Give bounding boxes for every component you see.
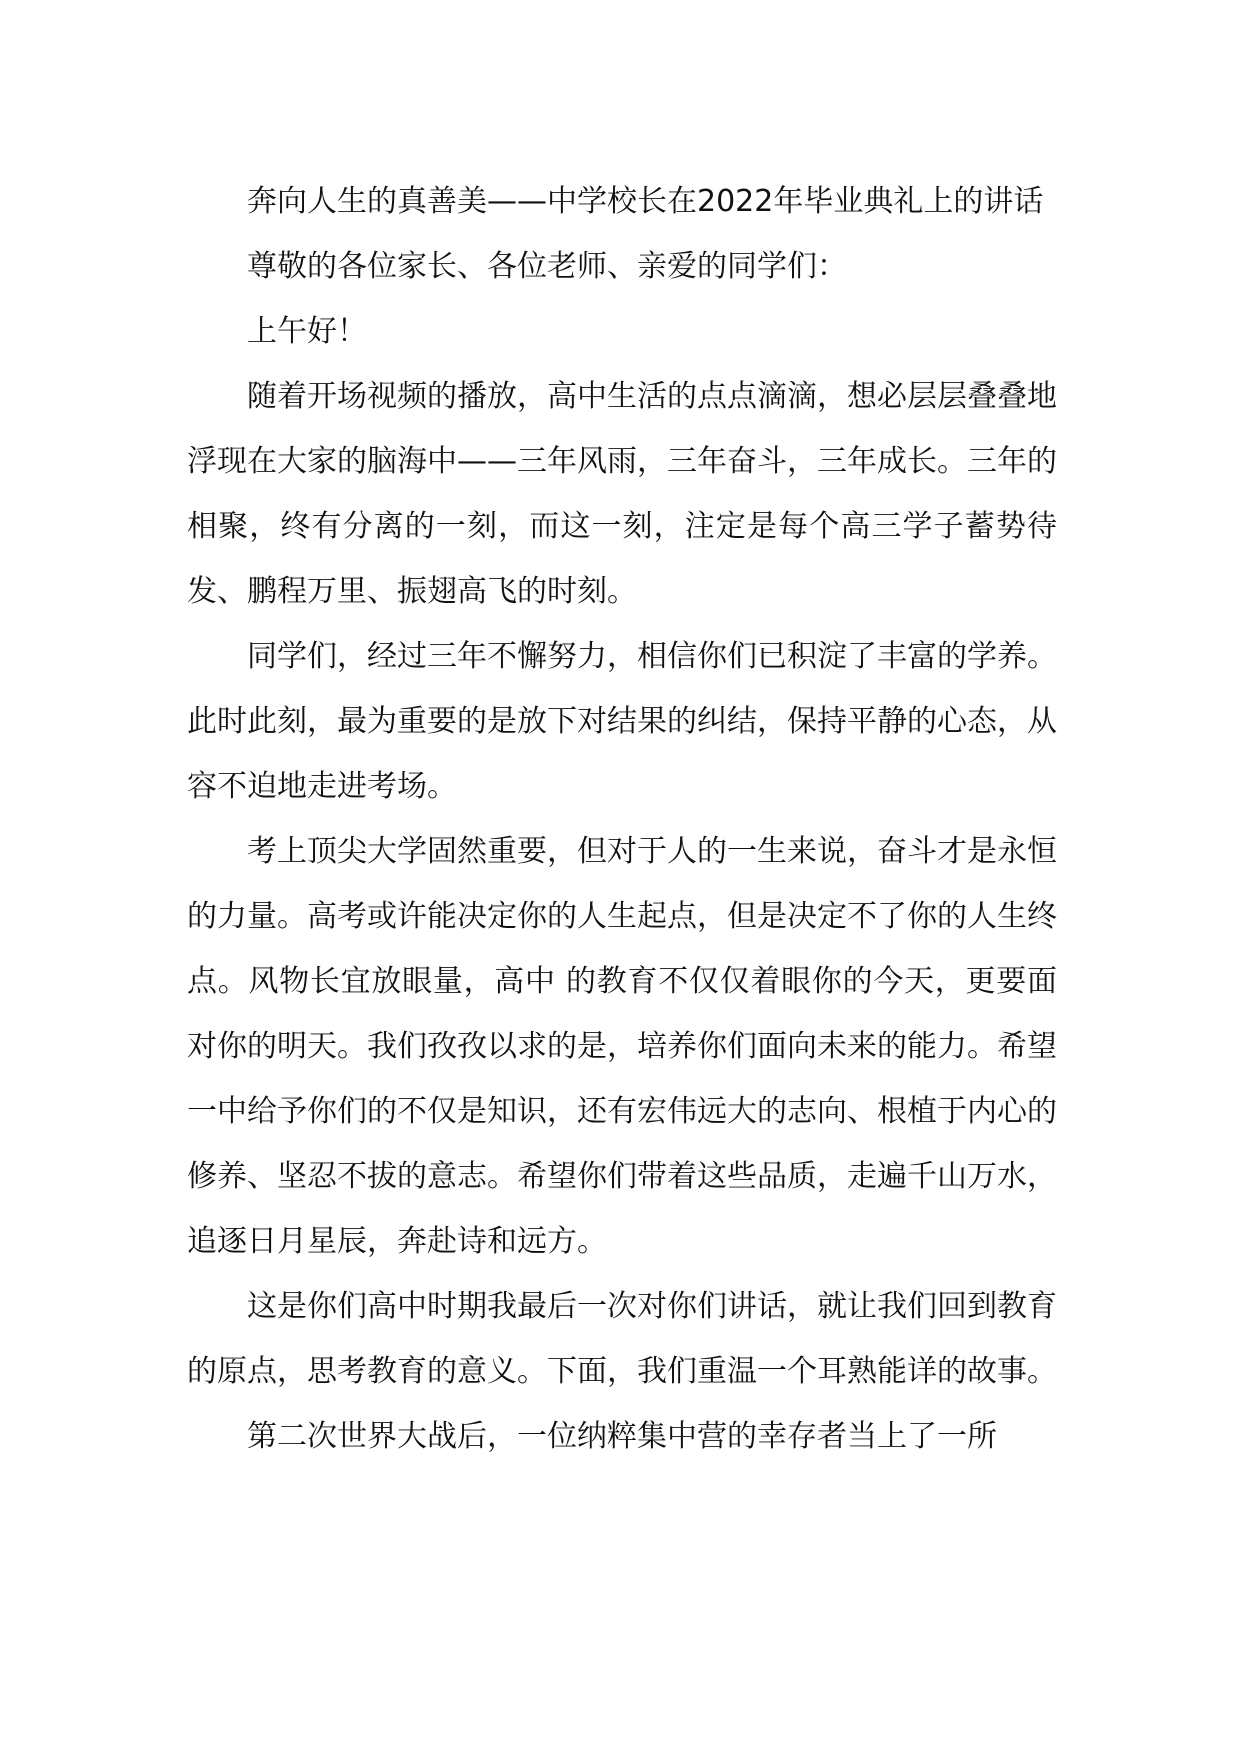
paragraph: 考上顶尖大学固然重要，但对于人的一生来说，奋斗才是永恒的力量。高考或许能决定你的人生起点，但是决定不了你的人生终点。风物长宜放眼量，高中 的教育不仅仅着眼你的今天，更要面对你的明天。我们孜孜以求的是，培养你们面向未来的能力。希望一中给予你们的不仅是知识，还有宏伟远大的志向、根植于内心的修养、坚忍不拔的意志。希望你们带着这些品质，走遍千山万水，追逐日月星辰，奔赴诗和远方。: [187, 834, 1057, 1259]
paragraph: 这是你们高中时期我最后一次对你们讲话，就让我们回到教育的原点，思考教育的意义。下面，我们重温一个耳熟能详的故事。: [187, 1289, 1057, 1389]
paragraph: 随着开场视频的播放，高中生活的点点滴滴，想必层层叠叠地浮现在大家的脑海中——三年风雨，三年奋斗，三年成长。三年的相聚，终有分离的一刻，而这一刻，注定是每个高三学子蓄势待发、鹏程万里、振翅高飞的时刻。: [187, 379, 1057, 609]
document-title: 奔向人生的真善美——中学校长在2022年毕业典礼上的讲话: [247, 184, 1044, 219]
paragraph: 第二次世界大战后，一位纳粹集中营的幸存者当上了一所: [247, 1419, 997, 1454]
greeting: 上午好！: [247, 314, 367, 349]
document-body: [187, 169, 1057, 1469]
paragraph: 同学们，经过三年不懈努力，相信你们已积淀了丰富的学养。此时此刻，最为重要的是放下对结果的纠结，保持平静的心态，从容不迫地走进考场。: [187, 639, 1057, 804]
salutation: 尊敬的各位家长、各位老师、亲爱的同学们：: [247, 249, 847, 284]
